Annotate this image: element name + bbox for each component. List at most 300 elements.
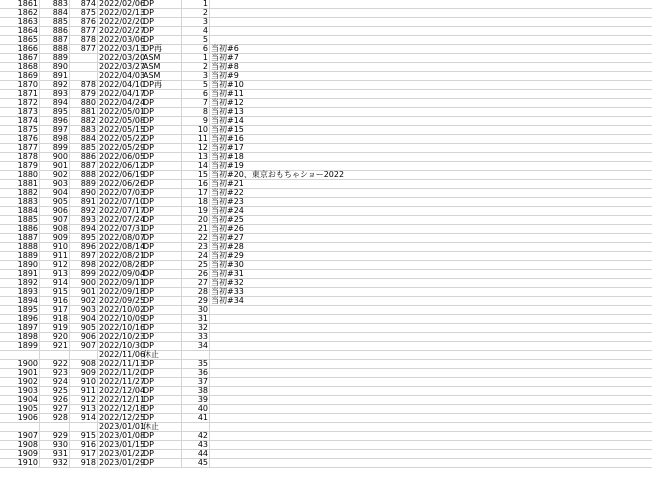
note-cell[interactable]: 当初#26 bbox=[211, 224, 244, 233]
type-cell[interactable]: DP bbox=[142, 333, 182, 341]
col-b-cell[interactable]: 884 bbox=[40, 9, 70, 17]
col-a-cell[interactable]: 1883 bbox=[0, 198, 40, 206]
type-cell[interactable]: DP bbox=[142, 234, 182, 242]
note-cell[interactable]: 当初#23 bbox=[211, 197, 244, 206]
type-cell[interactable]: DP bbox=[142, 405, 182, 413]
col-a-cell[interactable]: 1863 bbox=[0, 18, 40, 26]
col-a-cell[interactable]: 1861 bbox=[0, 0, 40, 8]
type-cell[interactable]: DP bbox=[142, 360, 182, 368]
col-b-cell[interactable]: 900 bbox=[40, 153, 70, 161]
col-c-cell[interactable]: 883 bbox=[70, 126, 98, 134]
col-c-cell[interactable]: 880 bbox=[70, 99, 98, 107]
date-cell[interactable]: 2022/02/27 bbox=[99, 26, 146, 35]
col-b-cell[interactable]: 907 bbox=[40, 216, 70, 224]
date-cell[interactable]: 2022/07/31 bbox=[99, 224, 146, 233]
episode-cell[interactable]: 27 bbox=[182, 279, 210, 287]
col-a-cell[interactable]: 1872 bbox=[0, 99, 40, 107]
note-cell[interactable]: 当初#21 bbox=[211, 179, 244, 188]
col-c-cell[interactable]: 915 bbox=[70, 432, 98, 440]
type-cell[interactable]: DP bbox=[142, 144, 182, 152]
col-c-cell[interactable]: 901 bbox=[70, 288, 98, 296]
type-cell[interactable]: DP bbox=[142, 9, 182, 17]
col-c-cell[interactable]: 878 bbox=[70, 81, 98, 89]
col-c-cell[interactable]: 897 bbox=[70, 252, 98, 260]
type-cell[interactable]: DP bbox=[142, 117, 182, 125]
date-cell[interactable]: 2022/09/25 bbox=[99, 296, 146, 305]
col-a-cell[interactable]: 1875 bbox=[0, 126, 40, 134]
col-a-cell[interactable]: 1886 bbox=[0, 225, 40, 233]
col-b-cell[interactable]: 895 bbox=[40, 108, 70, 116]
col-b-cell[interactable]: 920 bbox=[40, 333, 70, 341]
col-a-cell[interactable]: 1910 bbox=[0, 459, 40, 467]
type-cell[interactable]: DP bbox=[142, 180, 182, 188]
type-cell[interactable]: DP bbox=[142, 261, 182, 269]
episode-cell[interactable]: 28 bbox=[182, 288, 210, 296]
type-cell[interactable]: DP bbox=[142, 27, 182, 35]
col-c-cell[interactable]: 882 bbox=[70, 117, 98, 125]
episode-cell[interactable]: 1 bbox=[182, 0, 210, 8]
episode-cell[interactable]: 35 bbox=[182, 360, 210, 368]
date-cell[interactable]: 2022/04/10 bbox=[99, 80, 146, 89]
col-b-cell[interactable]: 927 bbox=[40, 405, 70, 413]
episode-cell[interactable]: 9 bbox=[182, 117, 210, 125]
col-c-cell[interactable]: 877 bbox=[70, 27, 98, 35]
note-cell[interactable] bbox=[210, 324, 652, 332]
col-b-cell[interactable]: 917 bbox=[40, 306, 70, 314]
type-cell[interactable]: DP bbox=[142, 342, 182, 350]
type-cell[interactable]: DP bbox=[142, 315, 182, 323]
episode-cell[interactable]: 41 bbox=[182, 414, 210, 422]
note-cell[interactable] bbox=[210, 387, 652, 395]
date-cell[interactable]: 2022/03/20 bbox=[99, 53, 146, 62]
col-c-cell[interactable]: 908 bbox=[70, 360, 98, 368]
date-cell[interactable]: 2022/04/17 bbox=[99, 89, 146, 98]
episode-cell[interactable]: 5 bbox=[182, 36, 210, 44]
note-cell[interactable] bbox=[210, 360, 652, 368]
type-cell[interactable]: ASM bbox=[142, 54, 182, 62]
note-cell[interactable] bbox=[210, 333, 652, 341]
episode-cell[interactable]: 40 bbox=[182, 405, 210, 413]
episode-cell[interactable] bbox=[182, 423, 210, 431]
col-b-cell[interactable]: 899 bbox=[40, 144, 70, 152]
note-cell[interactable] bbox=[210, 423, 652, 431]
note-cell[interactable]: 当初#10 bbox=[211, 80, 244, 89]
col-b-cell[interactable]: 923 bbox=[40, 369, 70, 377]
type-cell[interactable]: DP bbox=[142, 198, 182, 206]
col-a-cell[interactable]: 1867 bbox=[0, 54, 40, 62]
col-a-cell[interactable]: 1885 bbox=[0, 216, 40, 224]
col-c-cell[interactable]: 892 bbox=[70, 207, 98, 215]
type-cell[interactable]: DP bbox=[142, 108, 182, 116]
col-c-cell[interactable] bbox=[70, 351, 98, 359]
date-cell[interactable]: 2022/05/01 bbox=[99, 107, 146, 116]
date-cell[interactable]: 2022/07/03 bbox=[99, 188, 146, 197]
date-cell[interactable]: 2022/07/17 bbox=[99, 206, 146, 215]
note-cell[interactable]: 当初#33 bbox=[211, 287, 244, 296]
type-cell[interactable]: 休止 bbox=[142, 423, 182, 431]
episode-cell[interactable]: 18 bbox=[182, 198, 210, 206]
col-a-cell[interactable]: 1868 bbox=[0, 63, 40, 71]
type-cell[interactable]: DP bbox=[142, 162, 182, 170]
date-cell[interactable]: 2023/01/29 bbox=[99, 458, 146, 467]
episode-cell[interactable]: 36 bbox=[182, 369, 210, 377]
episode-cell[interactable]: 6 bbox=[182, 45, 210, 53]
col-a-cell[interactable]: 1901 bbox=[0, 369, 40, 377]
type-cell[interactable]: ASM bbox=[142, 63, 182, 71]
col-b-cell[interactable]: 885 bbox=[40, 18, 70, 26]
date-cell[interactable]: 2023/01/01 bbox=[99, 422, 146, 431]
col-a-cell[interactable]: 1906 bbox=[0, 414, 40, 422]
type-cell[interactable]: DP bbox=[142, 378, 182, 386]
note-cell[interactable] bbox=[210, 18, 652, 26]
col-a-cell[interactable]: 1898 bbox=[0, 333, 40, 341]
episode-cell[interactable]: 2 bbox=[182, 9, 210, 17]
date-cell[interactable]: 2022/10/30 bbox=[99, 341, 146, 350]
date-cell[interactable]: 2022/09/04 bbox=[99, 269, 146, 278]
col-a-cell[interactable]: 1874 bbox=[0, 117, 40, 125]
note-cell[interactable]: 当初#29 bbox=[211, 251, 244, 260]
episode-cell[interactable]: 21 bbox=[182, 225, 210, 233]
note-cell[interactable]: 当初#8 bbox=[211, 62, 239, 71]
type-cell[interactable]: DP bbox=[142, 459, 182, 467]
episode-cell[interactable]: 19 bbox=[182, 207, 210, 215]
episode-cell[interactable]: 20 bbox=[182, 216, 210, 224]
col-c-cell[interactable]: 911 bbox=[70, 387, 98, 395]
episode-cell[interactable] bbox=[182, 351, 210, 359]
episode-cell[interactable]: 4 bbox=[182, 27, 210, 35]
col-b-cell[interactable]: 893 bbox=[40, 90, 70, 98]
col-c-cell[interactable]: 903 bbox=[70, 306, 98, 314]
col-a-cell[interactable]: 1899 bbox=[0, 342, 40, 350]
col-a-cell[interactable]: 1884 bbox=[0, 207, 40, 215]
episode-cell[interactable]: 25 bbox=[182, 261, 210, 269]
col-b-cell[interactable]: 898 bbox=[40, 135, 70, 143]
col-c-cell[interactable]: 894 bbox=[70, 225, 98, 233]
col-b-cell[interactable]: 932 bbox=[40, 459, 70, 467]
col-b-cell[interactable]: 902 bbox=[40, 171, 70, 179]
col-b-cell[interactable]: 906 bbox=[40, 207, 70, 215]
date-cell[interactable]: 2022/04/24 bbox=[99, 98, 146, 107]
col-a-cell[interactable]: 1891 bbox=[0, 270, 40, 278]
date-cell[interactable]: 2022/08/28 bbox=[99, 260, 146, 269]
date-cell[interactable]: 2022/05/15 bbox=[99, 125, 146, 134]
type-cell[interactable]: DP bbox=[142, 207, 182, 215]
col-b-cell[interactable]: 890 bbox=[40, 63, 70, 71]
note-cell[interactable] bbox=[210, 369, 652, 377]
type-cell[interactable]: DP bbox=[142, 324, 182, 332]
episode-cell[interactable]: 29 bbox=[182, 297, 210, 305]
col-b-cell[interactable]: 888 bbox=[40, 45, 70, 53]
episode-cell[interactable]: 33 bbox=[182, 333, 210, 341]
date-cell[interactable]: 2022/08/21 bbox=[99, 251, 146, 260]
date-cell[interactable]: 2022/05/22 bbox=[99, 134, 146, 143]
date-cell[interactable]: 2022/06/05 bbox=[99, 152, 146, 161]
date-cell[interactable]: 2022/05/08 bbox=[99, 116, 146, 125]
type-cell[interactable]: DP再 bbox=[142, 81, 182, 89]
episode-cell[interactable]: 45 bbox=[182, 459, 210, 467]
col-a-cell[interactable] bbox=[0, 351, 40, 359]
date-cell[interactable]: 2022/11/20 bbox=[99, 368, 146, 377]
col-a-cell[interactable]: 1902 bbox=[0, 378, 40, 386]
col-b-cell[interactable]: 912 bbox=[40, 261, 70, 269]
col-c-cell[interactable]: 910 bbox=[70, 378, 98, 386]
col-a-cell[interactable]: 1880 bbox=[0, 171, 40, 179]
type-cell[interactable]: DP bbox=[142, 171, 182, 179]
col-c-cell[interactable]: 886 bbox=[70, 153, 98, 161]
type-cell[interactable]: DP bbox=[142, 279, 182, 287]
col-c-cell[interactable]: 889 bbox=[70, 180, 98, 188]
col-b-cell[interactable]: 909 bbox=[40, 234, 70, 242]
col-c-cell[interactable]: 899 bbox=[70, 270, 98, 278]
type-cell[interactable]: DP再 bbox=[142, 45, 182, 53]
type-cell[interactable]: 休止 bbox=[142, 351, 182, 359]
type-cell[interactable]: DP bbox=[142, 414, 182, 422]
date-cell[interactable]: 2022/03/06 bbox=[99, 35, 146, 44]
note-cell[interactable] bbox=[210, 441, 652, 449]
col-a-cell[interactable]: 1889 bbox=[0, 252, 40, 260]
date-cell[interactable]: 2022/10/09 bbox=[99, 314, 146, 323]
col-a-cell[interactable]: 1892 bbox=[0, 279, 40, 287]
col-b-cell[interactable]: 883 bbox=[40, 0, 70, 8]
col-a-cell[interactable]: 1905 bbox=[0, 405, 40, 413]
date-cell[interactable]: 2022/12/04 bbox=[99, 386, 146, 395]
date-cell[interactable]: 2022/02/13 bbox=[99, 8, 146, 17]
col-c-cell[interactable]: 875 bbox=[70, 9, 98, 17]
col-a-cell[interactable]: 1871 bbox=[0, 90, 40, 98]
col-a-cell[interactable]: 1909 bbox=[0, 450, 40, 458]
col-a-cell[interactable]: 1897 bbox=[0, 324, 40, 332]
col-c-cell[interactable]: 898 bbox=[70, 261, 98, 269]
episode-cell[interactable]: 1 bbox=[182, 54, 210, 62]
col-c-cell[interactable]: 891 bbox=[70, 198, 98, 206]
col-b-cell[interactable]: 922 bbox=[40, 360, 70, 368]
col-c-cell[interactable]: 885 bbox=[70, 144, 98, 152]
note-cell[interactable]: 当初#6 bbox=[211, 44, 239, 53]
episode-cell[interactable]: 31 bbox=[182, 315, 210, 323]
col-c-cell[interactable]: 913 bbox=[70, 405, 98, 413]
episode-cell[interactable]: 14 bbox=[182, 162, 210, 170]
type-cell[interactable]: DP bbox=[142, 99, 182, 107]
note-cell[interactable]: 当初#15 bbox=[211, 125, 244, 134]
date-cell[interactable]: 2022/12/11 bbox=[99, 395, 146, 404]
date-cell[interactable]: 2022/02/06 bbox=[99, 0, 146, 8]
episode-cell[interactable]: 43 bbox=[182, 441, 210, 449]
episode-cell[interactable]: 17 bbox=[182, 189, 210, 197]
col-b-cell[interactable]: 891 bbox=[40, 72, 70, 80]
note-cell[interactable] bbox=[210, 306, 652, 314]
episode-cell[interactable]: 13 bbox=[182, 153, 210, 161]
note-cell[interactable]: 当初#32 bbox=[211, 278, 244, 287]
date-cell[interactable]: 2022/11/13 bbox=[99, 359, 146, 368]
col-a-cell[interactable]: 1865 bbox=[0, 36, 40, 44]
col-c-cell[interactable]: 900 bbox=[70, 279, 98, 287]
date-cell[interactable]: 2022/07/24 bbox=[99, 215, 146, 224]
col-a-cell[interactable]: 1907 bbox=[0, 432, 40, 440]
type-cell[interactable]: ASM bbox=[142, 72, 182, 80]
type-cell[interactable]: DP bbox=[142, 216, 182, 224]
col-b-cell[interactable]: 913 bbox=[40, 270, 70, 278]
note-cell[interactable]: 当初#22 bbox=[211, 188, 244, 197]
col-b-cell[interactable]: 926 bbox=[40, 396, 70, 404]
col-a-cell[interactable]: 1876 bbox=[0, 135, 40, 143]
episode-cell[interactable]: 6 bbox=[182, 90, 210, 98]
col-c-cell[interactable]: 918 bbox=[70, 459, 98, 467]
note-cell[interactable]: 当初#9 bbox=[211, 71, 239, 80]
date-cell[interactable]: 2022/02/20 bbox=[99, 17, 146, 26]
col-c-cell[interactable]: 916 bbox=[70, 441, 98, 449]
note-cell[interactable]: 当初#14 bbox=[211, 116, 244, 125]
col-c-cell[interactable]: 909 bbox=[70, 369, 98, 377]
note-cell[interactable]: 当初#31 bbox=[211, 269, 244, 278]
col-a-cell[interactable]: 1903 bbox=[0, 387, 40, 395]
date-cell[interactable]: 2022/11/06 bbox=[99, 350, 146, 359]
col-b-cell[interactable]: 918 bbox=[40, 315, 70, 323]
col-c-cell[interactable]: 905 bbox=[70, 324, 98, 332]
episode-cell[interactable]: 16 bbox=[182, 180, 210, 188]
date-cell[interactable]: 2022/09/18 bbox=[99, 287, 146, 296]
col-a-cell[interactable] bbox=[0, 423, 40, 431]
episode-cell[interactable]: 24 bbox=[182, 252, 210, 260]
col-c-cell[interactable]: 877 bbox=[70, 45, 98, 53]
type-cell[interactable]: DP bbox=[142, 252, 182, 260]
note-cell[interactable] bbox=[210, 0, 652, 8]
note-cell[interactable] bbox=[210, 351, 652, 359]
col-a-cell[interactable]: 1887 bbox=[0, 234, 40, 242]
type-cell[interactable]: DP bbox=[142, 135, 182, 143]
col-b-cell[interactable]: 889 bbox=[40, 54, 70, 62]
note-cell[interactable]: 当初#18 bbox=[211, 152, 244, 161]
col-a-cell[interactable]: 1908 bbox=[0, 441, 40, 449]
date-cell[interactable]: 2022/07/10 bbox=[99, 197, 146, 206]
date-cell[interactable]: 2022/06/12 bbox=[99, 161, 146, 170]
type-cell[interactable]: DP bbox=[142, 369, 182, 377]
episode-cell[interactable]: 12 bbox=[182, 144, 210, 152]
date-cell[interactable]: 2022/04/03 bbox=[99, 71, 146, 80]
note-cell[interactable] bbox=[210, 378, 652, 386]
note-cell[interactable]: 当初#30 bbox=[211, 260, 244, 269]
type-cell[interactable]: DP bbox=[142, 441, 182, 449]
episode-cell[interactable]: 3 bbox=[182, 72, 210, 80]
type-cell[interactable]: DP bbox=[142, 243, 182, 251]
type-cell[interactable]: DP bbox=[142, 396, 182, 404]
note-cell[interactable] bbox=[210, 405, 652, 413]
note-cell[interactable]: 当初#11 bbox=[211, 89, 244, 98]
col-c-cell[interactable]: 907 bbox=[70, 342, 98, 350]
col-c-cell[interactable]: 893 bbox=[70, 216, 98, 224]
col-b-cell[interactable]: 928 bbox=[40, 414, 70, 422]
note-cell[interactable]: 当初#24 bbox=[211, 206, 244, 215]
date-cell[interactable]: 2022/05/29 bbox=[99, 143, 146, 152]
col-b-cell[interactable]: 929 bbox=[40, 432, 70, 440]
col-a-cell[interactable]: 1896 bbox=[0, 315, 40, 323]
col-a-cell[interactable]: 1870 bbox=[0, 81, 40, 89]
type-cell[interactable]: DP bbox=[142, 288, 182, 296]
col-b-cell[interactable]: 930 bbox=[40, 441, 70, 449]
col-b-cell[interactable]: 915 bbox=[40, 288, 70, 296]
col-b-cell[interactable]: 919 bbox=[40, 324, 70, 332]
date-cell[interactable]: 2022/06/19 bbox=[99, 170, 146, 179]
date-cell[interactable]: 2023/01/22 bbox=[99, 449, 146, 458]
col-c-cell[interactable]: 895 bbox=[70, 234, 98, 242]
type-cell[interactable]: DP bbox=[142, 0, 182, 8]
col-c-cell[interactable]: 917 bbox=[70, 450, 98, 458]
col-c-cell[interactable]: 912 bbox=[70, 396, 98, 404]
date-cell[interactable]: 2022/06/26 bbox=[99, 179, 146, 188]
note-cell[interactable]: 当初#34 bbox=[211, 296, 244, 305]
type-cell[interactable]: DP bbox=[142, 450, 182, 458]
note-cell[interactable] bbox=[210, 396, 652, 404]
type-cell[interactable]: DP bbox=[142, 18, 182, 26]
note-cell[interactable] bbox=[210, 459, 652, 467]
col-b-cell[interactable]: 896 bbox=[40, 117, 70, 125]
date-cell[interactable]: 2022/10/16 bbox=[99, 323, 146, 332]
note-cell[interactable]: 当初#7 bbox=[211, 53, 239, 62]
col-b-cell[interactable] bbox=[40, 351, 70, 359]
note-cell[interactable]: 当初#13 bbox=[211, 107, 244, 116]
col-c-cell[interactable]: 906 bbox=[70, 333, 98, 341]
col-c-cell[interactable] bbox=[70, 63, 98, 71]
note-cell[interactable]: 当初#25 bbox=[211, 215, 244, 224]
col-c-cell[interactable]: 876 bbox=[70, 18, 98, 26]
episode-cell[interactable]: 3 bbox=[182, 18, 210, 26]
col-b-cell[interactable]: 905 bbox=[40, 198, 70, 206]
col-b-cell[interactable]: 910 bbox=[40, 243, 70, 251]
date-cell[interactable]: 2022/12/18 bbox=[99, 404, 146, 413]
col-a-cell[interactable]: 1894 bbox=[0, 297, 40, 305]
col-b-cell[interactable]: 903 bbox=[40, 180, 70, 188]
col-b-cell[interactable]: 914 bbox=[40, 279, 70, 287]
type-cell[interactable]: DP bbox=[142, 432, 182, 440]
col-a-cell[interactable]: 1877 bbox=[0, 144, 40, 152]
col-a-cell[interactable]: 1890 bbox=[0, 261, 40, 269]
date-cell[interactable]: 2022/03/27 bbox=[99, 62, 146, 71]
note-cell[interactable] bbox=[210, 432, 652, 440]
note-cell[interactable]: 当初#27 bbox=[211, 233, 244, 242]
date-cell[interactable]: 2022/08/14 bbox=[99, 242, 146, 251]
col-b-cell[interactable]: 924 bbox=[40, 378, 70, 386]
note-cell[interactable]: 当初#19 bbox=[211, 161, 244, 170]
episode-cell[interactable]: 34 bbox=[182, 342, 210, 350]
col-a-cell[interactable]: 1862 bbox=[0, 9, 40, 17]
type-cell[interactable]: DP bbox=[142, 90, 182, 98]
note-cell[interactable]: 当初#28 bbox=[211, 242, 244, 251]
col-b-cell[interactable]: 925 bbox=[40, 387, 70, 395]
col-a-cell[interactable]: 1893 bbox=[0, 288, 40, 296]
episode-cell[interactable]: 7 bbox=[182, 99, 210, 107]
note-cell[interactable] bbox=[210, 315, 652, 323]
episode-cell[interactable]: 11 bbox=[182, 135, 210, 143]
episode-cell[interactable]: 10 bbox=[182, 126, 210, 134]
episode-cell[interactable]: 37 bbox=[182, 378, 210, 386]
date-cell[interactable]: 2022/12/25 bbox=[99, 413, 146, 422]
col-c-cell[interactable]: 881 bbox=[70, 108, 98, 116]
episode-cell[interactable]: 22 bbox=[182, 234, 210, 242]
date-cell[interactable]: 2022/10/23 bbox=[99, 332, 146, 341]
col-c-cell[interactable]: 879 bbox=[70, 90, 98, 98]
episode-cell[interactable]: 44 bbox=[182, 450, 210, 458]
date-cell[interactable]: 2022/03/13 bbox=[99, 44, 146, 53]
date-cell[interactable]: 2022/09/11 bbox=[99, 278, 146, 287]
col-c-cell[interactable]: 890 bbox=[70, 189, 98, 197]
col-a-cell[interactable]: 1866 bbox=[0, 45, 40, 53]
note-cell[interactable] bbox=[210, 414, 652, 422]
col-b-cell[interactable]: 904 bbox=[40, 189, 70, 197]
note-cell[interactable]: 当初#12 bbox=[211, 98, 244, 107]
note-cell[interactable] bbox=[210, 27, 652, 35]
col-b-cell[interactable] bbox=[40, 423, 70, 431]
episode-cell[interactable]: 38 bbox=[182, 387, 210, 395]
col-c-cell[interactable]: 888 bbox=[70, 171, 98, 179]
